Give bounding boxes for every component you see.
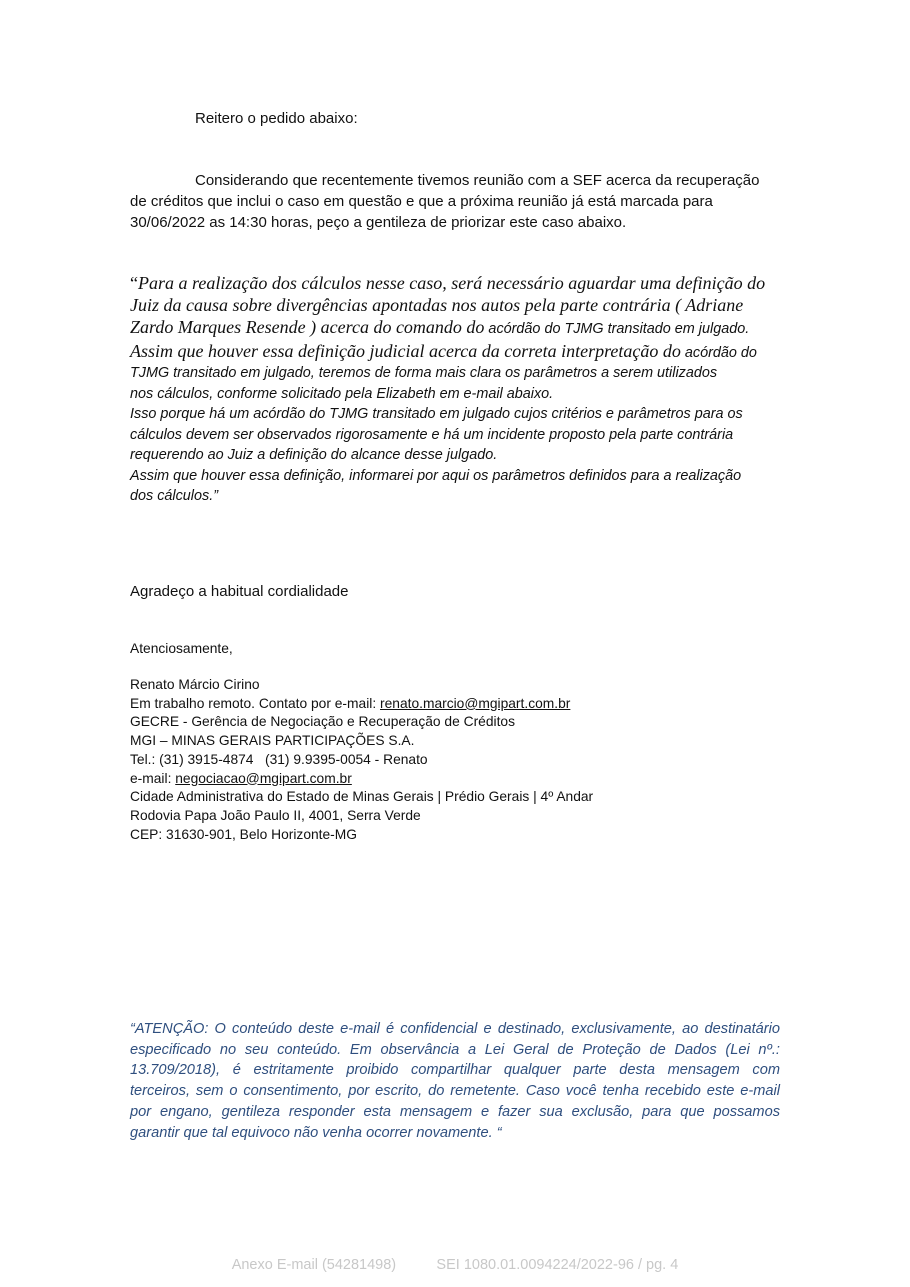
footer-annex: Anexo E-mail (54281498)	[231, 1257, 397, 1273]
quote-line: Assim que houver essa definição judicial acerca da correta interpretação do	[130, 340, 681, 361]
paragraph-line: de créditos que inclui o caso em questão e que a próxima reunião já está marcada para	[130, 193, 713, 210]
footer-sei-ref: SEI 1080.01.0094224/2022-96 / pg. 4	[436, 1257, 679, 1273]
notice-line: por engano, gentileza responder esta mensagem e fazer sua exclusão, para que possamos	[130, 1103, 780, 1120]
quote-line: nos cálculos, conforme solicitado pela Elizabeth em e-mail abaixo.	[130, 385, 554, 402]
signature-address2: Rodovia Papa João Paulo II, 4001, Serra Verde	[130, 807, 421, 823]
closing-text: Atenciosamente,	[130, 641, 233, 656]
quote-line: Juiz da causa sobre divergências apontadas nos autos pela parte contrária ( Adriane	[130, 295, 744, 315]
intro-text: Reitero o pedido abaixo:	[195, 110, 358, 127]
quote-line: Para a realização dos cálculos nesse caso, será necessário aguardar uma definição do	[138, 273, 766, 293]
quote-line: Assim que houver essa definição, informarei por aqui os parâmetros definidos para a realização	[130, 467, 742, 484]
signature-dept: GECRE - Gerência de Negociação e Recuperação de Créditos	[130, 714, 515, 730]
signature-address3: CEP: 31630-901, Belo Horizonte-MG	[130, 826, 357, 842]
paragraph-line: 30/06/2022 as 14:30 horas, peço a gentileza de priorizar este caso abaixo.	[130, 214, 627, 231]
signature-address1: Cidade Administrativa do Estado de Minas Gerais | Prédio Gerais | 4º Andar	[130, 789, 594, 805]
quote-line: dos cálculos.”	[130, 488, 218, 504]
signature-name: Renato Márcio Cirino	[130, 677, 260, 692]
quote-line-tail: acórdão do TJMG transitado em julgado.	[484, 321, 750, 337]
quoted-message	[130, 272, 782, 507]
notice-line: terceiros, sem o consentimento, por escrito, do remetente. Caso você tenha recebido este e-mail	[130, 1083, 780, 1100]
signature-company: MGI – MINAS GERAIS PARTICIPAÇÕES S.A.	[130, 733, 415, 749]
signature-phones: Tel.: (31) 3915-4874 (31) 9.9395-0054 - Renato	[130, 751, 428, 767]
priority-paragraph	[130, 170, 790, 233]
quote-line: Zardo Marques Resende ) acerca do comando do	[130, 317, 485, 337]
confidentiality-notice	[130, 1019, 780, 1143]
negotiation-email-link[interactable]: negociacao@mgipart.com.br	[175, 770, 352, 786]
notice-line: garantir que tal equivoco não venha ocorrer novamente. “	[130, 1124, 502, 1141]
remote-email-link[interactable]: renato.marcio@mgipart.com.br	[380, 695, 571, 711]
quote-line: Isso porque há um acórdão do TJMG transitado em julgado cujos critérios e parâmetros para os	[130, 406, 743, 422]
quote-line: requerendo ao Juiz a definição do alcance desse julgado.	[130, 447, 498, 463]
notice-line: “ATENÇÃO: O conteúdo deste e-mail é confidencial e destinado, exclusivamente, ao destinatário	[130, 1021, 780, 1037]
quote-line: TJMG transitado em julgado, teremos de forma mais clara os parâmetros a serem utilizados	[130, 365, 718, 381]
signature-remote-line	[130, 695, 830, 714]
paragraph-line: Considerando que recentemente tivemos reunião com a SEF acerca da recuperação	[195, 172, 760, 189]
notice-line: especificado no seu conteúdo. Em observância a Lei Geral de Proteção de Dados (Lei nº.:	[130, 1041, 780, 1058]
email-signature	[130, 676, 830, 844]
open-quote-mark: “	[130, 273, 138, 293]
quote-line-tail: acórdão do	[680, 344, 757, 361]
signature-remote-prefix: Em trabalho remoto. Contato por e-mail:	[130, 695, 380, 711]
thanks-text: Agradeço a habitual cordialidade	[130, 583, 349, 600]
signature-email-prefix: e-mail:	[130, 770, 176, 786]
quote-line: cálculos devem ser observados rigorosamente e há um incidente proposto pela parte contrária	[130, 426, 734, 443]
page-footer	[0, 1257, 910, 1273]
notice-line: 13.709/2018), é estritamente proibido compartilhar qualquer parte desta mensagem com	[130, 1062, 780, 1079]
signature-email-line	[130, 770, 830, 789]
